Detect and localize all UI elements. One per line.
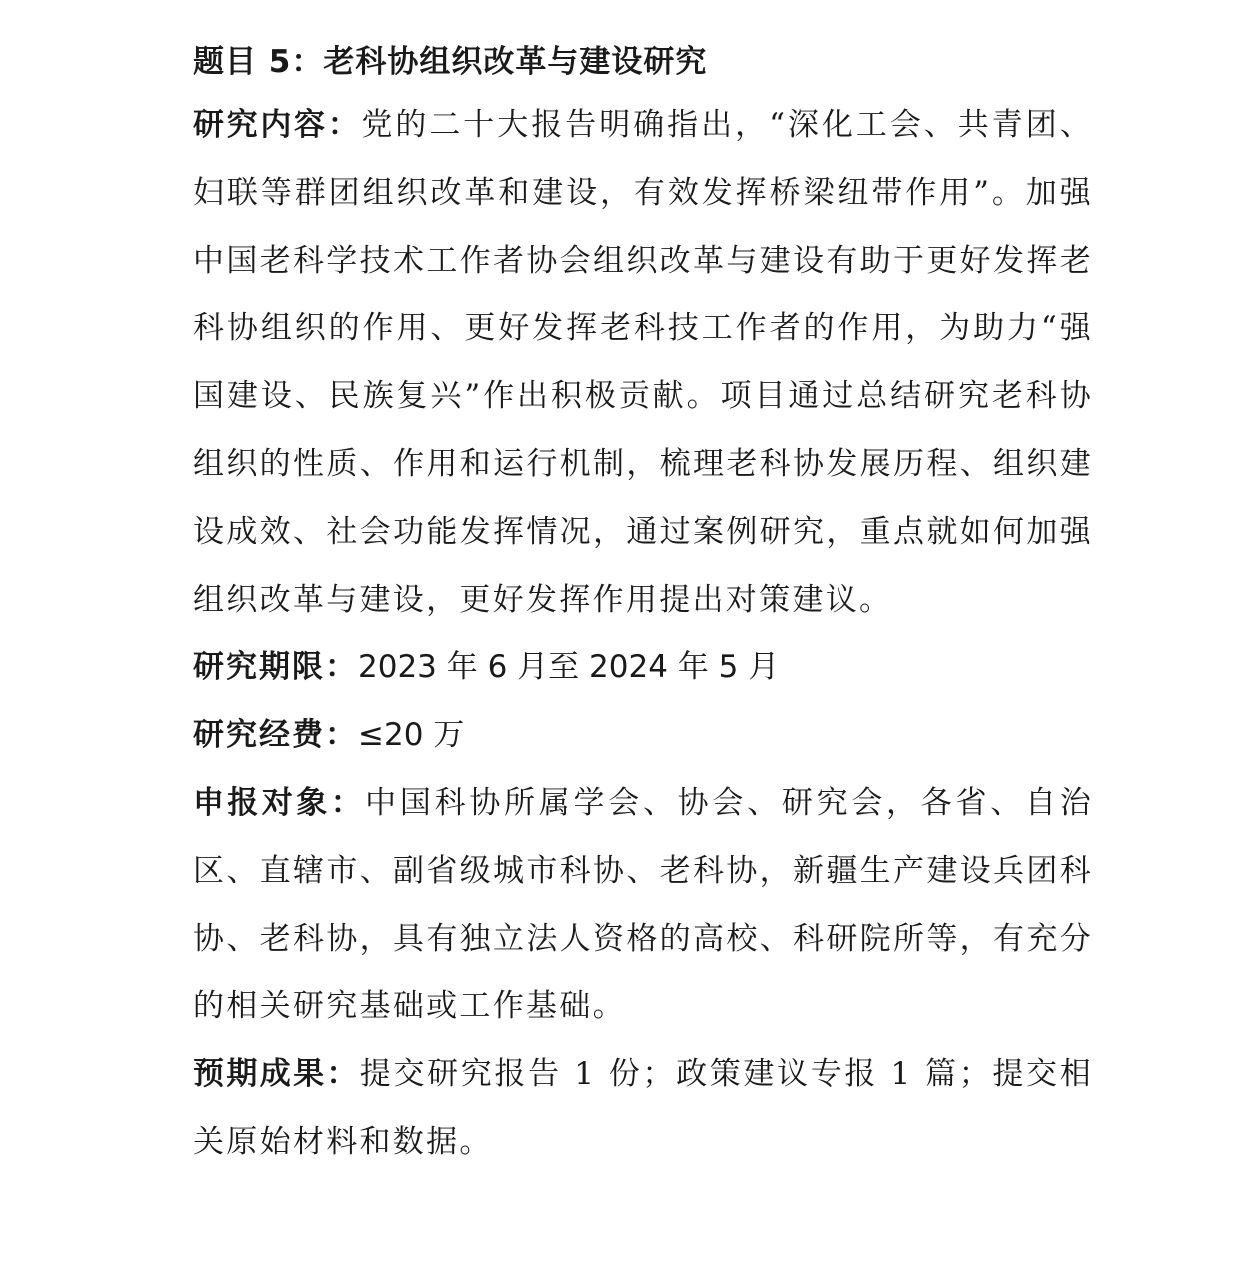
expected-outcomes-paragraph — [193, 1041, 1093, 1177]
applicants-paragraph — [193, 770, 1093, 1041]
research-content-paragraph — [193, 92, 1093, 634]
research-funding-text: ≤20 万 — [358, 717, 465, 754]
expected-outcomes-text: 提交研究报告 1 份；政策建议专报 1 篇；提交相关原始材料和数据。 — [193, 1056, 1093, 1160]
research-content-text: 党的二十大报告明确指出，“深化工会、共青团、妇联等群团组织改革和建设，有效发挥桥梁纽带作用”。加强中国老科学技术工作者协会组织改革与建设有助于更好发挥老科协组织的作用、更好发挥老科技工作者的作用，为助力“强国建设、民族复兴”作出积极贡献。项目通过总结研究老科协组织的性质、作用和运行机制，梳理老科协发展历程、组织建设成效、社会功能发挥情况，通过案例研究，重点就如何加强组织改革与建设，更好发挥作用提出对策建议。 — [193, 107, 1093, 618]
research-content-label: 研究内容： — [193, 107, 362, 143]
expected-outcomes-label: 预期成果： — [193, 1056, 360, 1093]
research-period-label: 研究期限： — [193, 649, 358, 686]
document-page — [193, 32, 1093, 1177]
research-funding-label: 研究经费： — [193, 717, 358, 754]
research-period-paragraph — [193, 634, 1093, 702]
applicants-label: 申报对象： — [193, 784, 366, 821]
research-funding-paragraph — [193, 702, 1093, 770]
research-period-text: 2023 年 6 月至 2024 年 5 月 — [358, 649, 780, 686]
topic-title: 题目 5：老科协组织改革与建设研究 — [193, 44, 708, 80]
applicants-text: 中国科协所属学会、协会、研究会，各省、自治区、直辖市、副省级城市科协、老科协，新疆生产建设兵团科协、老科协，具有独立法人资格的高校、科研院所等，有充分的相关研究基础或工作基础。 — [193, 784, 1093, 1025]
